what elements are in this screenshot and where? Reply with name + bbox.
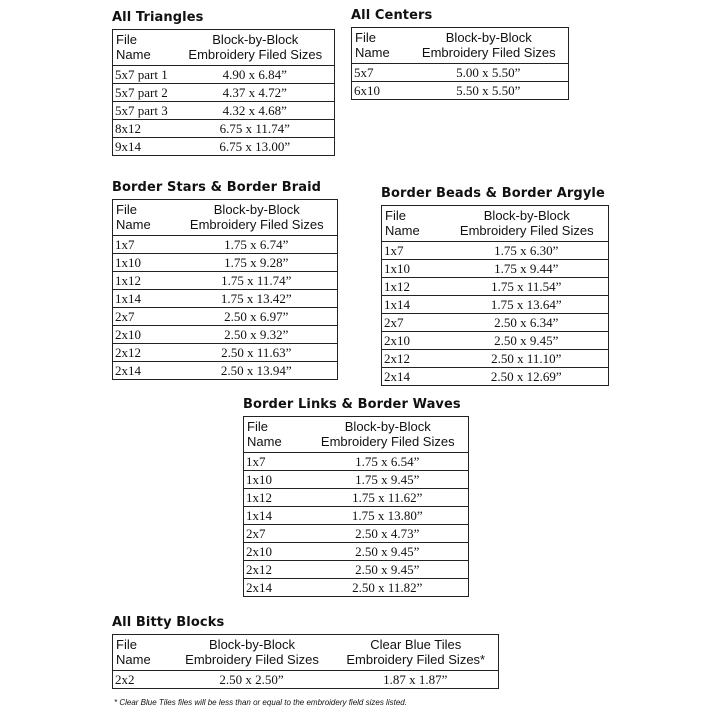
file-name-header: File Name <box>244 417 308 453</box>
sizes-header: Block-by-Block Embroidery Filed Sizes <box>446 206 609 242</box>
size-cell: 2.50 x 6.97” <box>177 308 338 326</box>
size-cell: 1.75 x 11.62” <box>308 489 469 507</box>
table-row <box>352 82 569 100</box>
table-row <box>382 278 609 296</box>
triangles-section <box>112 10 335 156</box>
size-cell: 4.32 x 4.68” <box>177 102 335 120</box>
beads-table <box>381 205 609 386</box>
file-name-cell: 5x7 part 2 <box>113 84 177 102</box>
file-name-cell: 2x7 <box>244 525 308 543</box>
header-row <box>352 28 569 64</box>
table-row <box>382 314 609 332</box>
centers-table <box>351 27 569 100</box>
size-cell: 1.75 x 13.64” <box>446 296 609 314</box>
table-row <box>113 236 338 254</box>
header-row <box>382 206 609 242</box>
table-row <box>382 368 609 386</box>
file-name-cell: 1x14 <box>113 290 177 308</box>
file-name-cell: 2x12 <box>382 350 446 368</box>
size-cell: 1.75 x 6.30” <box>446 242 609 260</box>
file-name-cell: 1x7 <box>244 453 308 471</box>
section-title: Border Links & Border Waves <box>243 397 461 412</box>
sizes-header: Block-by-Block Embroidery Filed Sizes <box>177 200 338 236</box>
size-cell: 2.50 x 9.45” <box>308 561 469 579</box>
stars-table <box>112 199 338 380</box>
size-cell: 2.50 x 11.82” <box>352 580 423 595</box>
size-cell: 1.75 x 6.54” <box>308 453 469 471</box>
file-name-cell: 1x10 <box>382 260 446 278</box>
table-row <box>382 260 609 278</box>
size-cell: 5.50 x 5.50” <box>456 83 521 98</box>
section-title: Border Beads & Border Argyle <box>381 186 605 201</box>
file-name-cell: 1x10 <box>244 471 308 489</box>
table-row <box>113 120 335 138</box>
file-name-header: File Name <box>113 30 177 66</box>
file-name-cell: 9x14 <box>115 139 141 154</box>
file-name-cell: 2x12 <box>113 344 177 362</box>
table-row <box>352 64 569 82</box>
table-row <box>113 272 338 290</box>
file-name-cell: 8x12 <box>113 120 177 138</box>
triangles-table <box>112 29 335 156</box>
file-name-cell: 2x10 <box>113 326 177 344</box>
header-row <box>113 635 499 671</box>
size-cell: 1.75 x 9.44” <box>446 260 609 278</box>
file-name-header: File Name <box>113 635 171 671</box>
stars-section <box>112 180 338 380</box>
sizes-header: Block-by-Block Embroidery Filed Sizes <box>308 417 469 453</box>
sizes-header: Block-by-Block Embroidery Filed Sizes <box>177 30 335 66</box>
sizes-header: Block-by-Block Embroidery Filed Sizes <box>410 28 569 64</box>
size-cell: 1.75 x 9.28” <box>177 254 338 272</box>
size-cell: 2.50 x 11.10” <box>446 350 609 368</box>
file-name-cell: 1x12 <box>113 272 177 290</box>
file-name-cell: 2x7 <box>382 314 446 332</box>
size-cell: 2.50 x 4.73” <box>308 525 469 543</box>
size-cell: 2.50 x 6.34” <box>446 314 609 332</box>
size-cell: 4.37 x 4.72” <box>177 84 335 102</box>
table-row <box>382 350 609 368</box>
size-cell: 1.75 x 13.80” <box>308 507 469 525</box>
file-name-cell: 2x12 <box>244 561 308 579</box>
table-row <box>113 308 338 326</box>
file-name-cell: 1x7 <box>382 242 446 260</box>
file-name-cell: 1x7 <box>113 236 177 254</box>
file-name-cell: 5x7 part 3 <box>113 102 177 120</box>
size-cell: 1.75 x 9.45” <box>308 471 469 489</box>
file-name-cell: 1x12 <box>382 278 446 296</box>
file-name-cell: 6x10 <box>354 83 380 98</box>
size-cell: 2.50 x 13.94” <box>220 363 292 378</box>
header-row <box>113 30 335 66</box>
size-cell: 1.75 x 11.54” <box>446 278 609 296</box>
file-name-cell: 1x12 <box>244 489 308 507</box>
sizes-header: Block-by-Block Embroidery Filed Sizes <box>171 635 334 671</box>
file-name-cell: 2x14 <box>384 369 410 384</box>
size-cell: 2.50 x 12.69” <box>490 369 562 384</box>
table-row <box>113 290 338 308</box>
header-row <box>244 417 469 453</box>
links-table <box>243 416 469 597</box>
file-name-cell: 1x14 <box>244 507 308 525</box>
section-title: All Triangles <box>112 10 204 25</box>
section-title: All Centers <box>351 8 433 23</box>
size-cell: 4.90 x 6.84” <box>177 66 335 84</box>
bitty-section <box>112 615 499 689</box>
links-section <box>243 397 469 597</box>
table-row <box>244 543 469 561</box>
file-name-cell: 5x7 <box>352 64 410 82</box>
table-row <box>244 453 469 471</box>
size-cell: 2.50 x 9.32” <box>177 326 338 344</box>
clear-size-cell: 1.87 x 1.87” <box>383 672 448 687</box>
table-row <box>113 254 338 272</box>
file-name-cell: 1x14 <box>382 296 446 314</box>
file-name-header: File Name <box>382 206 446 242</box>
table-row <box>113 102 335 120</box>
size-cell: 1.75 x 11.74” <box>177 272 338 290</box>
file-name-cell: 2x7 <box>113 308 177 326</box>
section-title: Border Stars & Border Braid <box>112 180 322 195</box>
file-name-header: File Name <box>113 200 177 236</box>
table-row <box>244 489 469 507</box>
header-row <box>113 200 338 236</box>
centers-section <box>351 8 569 100</box>
size-cell: 2.50 x 11.63” <box>177 344 338 362</box>
table-row <box>113 671 499 689</box>
beads-section <box>381 186 609 386</box>
size-cell: 2.50 x 9.45” <box>308 543 469 561</box>
table-row <box>382 242 609 260</box>
file-name-cell: 2x10 <box>382 332 446 350</box>
table-row <box>244 579 469 597</box>
size-cell: 6.75 x 11.74” <box>177 120 335 138</box>
table-row <box>244 471 469 489</box>
bitty-table <box>112 634 499 689</box>
table-row <box>382 332 609 350</box>
table-row <box>113 326 338 344</box>
table-row <box>113 66 335 84</box>
table-row <box>113 138 335 156</box>
table-row <box>382 296 609 314</box>
file-name-cell: 2x10 <box>244 543 308 561</box>
table-row <box>244 507 469 525</box>
table-row <box>244 561 469 579</box>
footnote: * Clear Blue Tiles files will be less than or equal to the embroidery field sizes listed. <box>114 698 407 707</box>
file-name-cell: 2x2 <box>115 672 135 687</box>
size-cell: 6.75 x 13.00” <box>219 139 291 154</box>
table-row <box>113 84 335 102</box>
clear-tiles-header: Clear Blue Tiles Embroidery Filed Sizes* <box>334 635 499 671</box>
file-name-cell: 5x7 part 1 <box>113 66 177 84</box>
file-name-header: File Name <box>352 28 410 64</box>
size-cell: 2.50 x 2.50” <box>219 672 284 687</box>
table-row <box>113 344 338 362</box>
file-name-cell: 1x10 <box>113 254 177 272</box>
size-cell: 2.50 x 9.45” <box>446 332 609 350</box>
file-name-cell: 2x14 <box>115 363 141 378</box>
size-cell: 5.00 x 5.50” <box>410 64 569 82</box>
size-cell: 1.75 x 13.42” <box>177 290 338 308</box>
table-row <box>244 525 469 543</box>
size-cell: 1.75 x 6.74” <box>177 236 338 254</box>
section-title: All Bitty Blocks <box>112 615 225 630</box>
file-name-cell: 2x14 <box>246 580 272 595</box>
table-row <box>113 362 338 380</box>
